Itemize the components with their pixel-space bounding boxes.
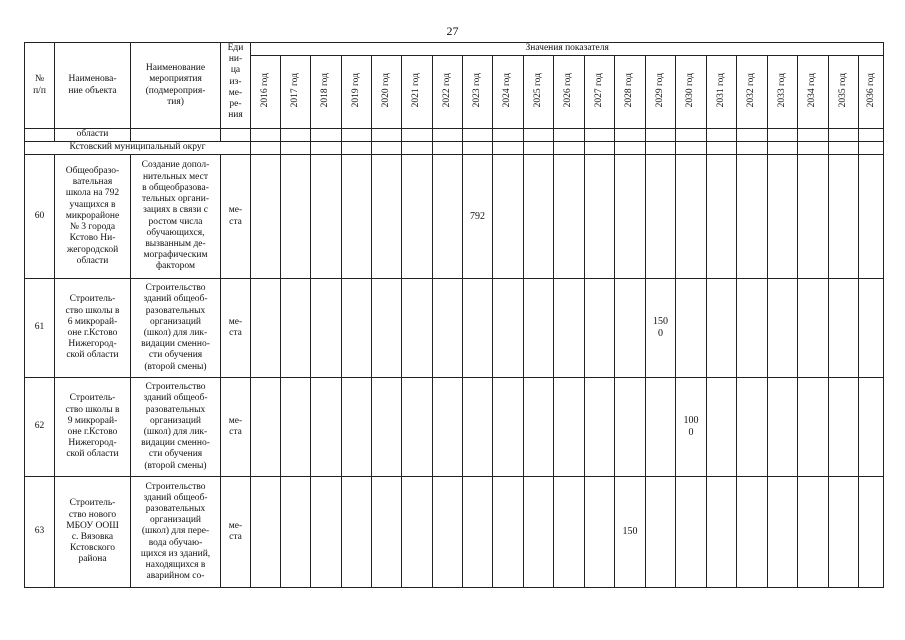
row-value [311,378,342,477]
header-year: 2028 год [615,56,646,129]
header-year: 2019 год [342,56,372,129]
cell [281,142,311,155]
cell [433,142,463,155]
cell [493,129,524,142]
header-year: 2017 год [281,56,311,129]
cell [25,129,55,142]
header-object: Наименова- ние объекта [55,43,131,129]
row-value [585,155,615,279]
row-value [829,477,859,588]
row-value [798,279,829,378]
row-value [737,155,768,279]
row-num: 61 [25,279,55,378]
header-year: 2022 год [433,56,463,129]
page-number: 27 [446,24,459,38]
cell [311,142,342,155]
row-value [433,279,463,378]
row-measure: Строительство зданий общеоб- разовательных организаций (школ) для лик- видации сменно- сти обучения (второй смены) [131,279,221,378]
header-year: 2035 год [829,56,859,129]
row-value [372,279,402,378]
header-year: 2021 год [402,56,433,129]
row-value [493,279,524,378]
row-num: 63 [25,477,55,588]
cell [554,129,585,142]
cell [646,129,676,142]
row-value [524,477,554,588]
row-value [281,378,311,477]
cell [859,142,884,155]
header-year: 2029 год [646,56,676,129]
table-row [25,477,884,588]
row-value [402,378,433,477]
row-value [433,155,463,279]
row-value [251,477,281,588]
cell [251,142,281,155]
cell [646,142,676,155]
row-value [859,477,884,588]
cell [554,142,585,155]
cell [493,142,524,155]
row-value [311,155,342,279]
cell [251,129,281,142]
row-value [372,477,402,588]
cell [372,142,402,155]
row-value [707,155,737,279]
cell [676,142,707,155]
header-values-group: Значения показателя [251,43,884,56]
cell [768,142,798,155]
row-value [251,279,281,378]
cell [524,142,554,155]
row-object: Строитель- ство школы в 9 микрорай- оне г.Кстово Нижегород- ской области [55,378,131,477]
row-measure: Создание допол- нительных мест в общеобразова- тельных органи- зациях в связи с ростом числа обучающихся, вызванным де- мографическим фактором [131,155,221,279]
row-value [859,279,884,378]
row-value [493,477,524,588]
header-year: 2016 год [251,56,281,129]
row-unit: ме- ста [221,477,251,588]
row-value [402,477,433,588]
row-object: Строитель- ство нового МБОУ ООШ с. Вязовка Кстовского района [55,477,131,588]
row-value [554,378,585,477]
cell [221,129,251,142]
cell [737,142,768,155]
row-value [372,378,402,477]
row-unit: ме- ста [221,279,251,378]
header-year: 2023 год [463,56,493,129]
header-year: 2020 год [372,56,402,129]
cell [585,142,615,155]
row-value [585,477,615,588]
cell [768,129,798,142]
row-value [524,155,554,279]
row-num: 62 [25,378,55,477]
row-value: 150 0 [646,279,676,378]
row-value [768,279,798,378]
row-value [798,378,829,477]
row-value [402,155,433,279]
table-row [25,155,884,279]
cell [615,129,646,142]
row-value [676,155,707,279]
cell [859,129,884,142]
row-value [768,477,798,588]
table-row [25,378,884,477]
row-value [585,378,615,477]
row-value [768,155,798,279]
row-value [676,279,707,378]
cell [372,129,402,142]
header-year: 2031 год [707,56,737,129]
cell [402,129,433,142]
row-value [707,279,737,378]
header-year: 2034 год [798,56,829,129]
header-year: 2027 год [585,56,615,129]
row-measure: Строительство зданий общеоб- разовательных организаций (школ) для лик- видации сменно- сти обучения (второй смены) [131,378,221,477]
cell [402,142,433,155]
row-value [615,155,646,279]
row-value: 792 [463,155,493,279]
row-value [493,155,524,279]
cell [281,129,311,142]
row-value [737,477,768,588]
cell [829,129,859,142]
continuation-row [25,129,884,142]
header-year: 2026 год [554,56,585,129]
row-value [737,279,768,378]
row-value [829,279,859,378]
row-value [554,279,585,378]
header-year: 2036 год [859,56,884,129]
cell [676,129,707,142]
row-value [433,477,463,588]
header-measure: Наименование мероприятия (подмероприя- тия) [131,43,221,129]
row-value [524,279,554,378]
row-value [524,378,554,477]
row-value [433,378,463,477]
cell [463,129,493,142]
cell [798,129,829,142]
row-value [615,279,646,378]
row-value [829,378,859,477]
row-value [342,477,372,588]
header-year: 2025 год [524,56,554,129]
cell [737,129,768,142]
cell [311,129,342,142]
row-value [342,155,372,279]
row-value [707,477,737,588]
row-value [281,279,311,378]
row-value [676,477,707,588]
cell [615,142,646,155]
row-value: 100 0 [676,378,707,477]
cell [524,129,554,142]
cell [585,129,615,142]
row-value [737,378,768,477]
header-num: № п/п [25,43,55,129]
row-value [646,477,676,588]
row-value [311,279,342,378]
row-measure: Строительство зданий общеоб- разовательных организаций (школ) для пере- вода обучаю- щихся из зданий, находящихся в аварийном со- [131,477,221,588]
row-value [615,378,646,477]
table-body [25,129,884,588]
row-value [585,279,615,378]
header-year: 2018 год [311,56,342,129]
row-value [251,378,281,477]
cell [463,142,493,155]
row-unit: ме- ста [221,155,251,279]
cell [131,129,221,142]
row-value [281,155,311,279]
row-value: 150 [615,477,646,588]
indicator-table [24,42,884,588]
row-value [463,279,493,378]
row-value [311,477,342,588]
row-value [798,155,829,279]
row-value [342,378,372,477]
header-year: 2032 год [737,56,768,129]
header-year: 2030 год [676,56,707,129]
cell [798,142,829,155]
row-value [372,155,402,279]
row-value [463,378,493,477]
header-year: 2033 год [768,56,798,129]
row-value [646,155,676,279]
row-value [554,477,585,588]
header-year: 2024 год [493,56,524,129]
continuation-object: области [55,129,131,142]
row-value [493,378,524,477]
row-value [342,279,372,378]
cell [433,129,463,142]
row-value [859,155,884,279]
row-value [554,155,585,279]
row-value [646,378,676,477]
section-row [25,142,884,155]
row-num: 60 [25,155,55,279]
cell [829,142,859,155]
cell [707,129,737,142]
table-row [25,279,884,378]
row-unit: ме- ста [221,378,251,477]
row-value [798,477,829,588]
row-value [859,378,884,477]
section-title: Кстовский муниципальный округ [25,142,251,155]
cell [707,142,737,155]
row-value [768,378,798,477]
cell [342,129,372,142]
row-object: Строитель- ство школы в 6 микрорай- оне г.Кстово Нижегород- ской области [55,279,131,378]
row-value [829,155,859,279]
row-object: Общеобразо- вательная школа на 792 учащихся в микрорайоне № 3 города Кстово Ни- жегородской области [55,155,131,279]
row-value [402,279,433,378]
row-value [281,477,311,588]
row-value [463,477,493,588]
header-unit: Еди ни- ца из- ме- ре- ния [221,43,251,129]
row-value [707,378,737,477]
row-value [251,155,281,279]
cell [342,142,372,155]
